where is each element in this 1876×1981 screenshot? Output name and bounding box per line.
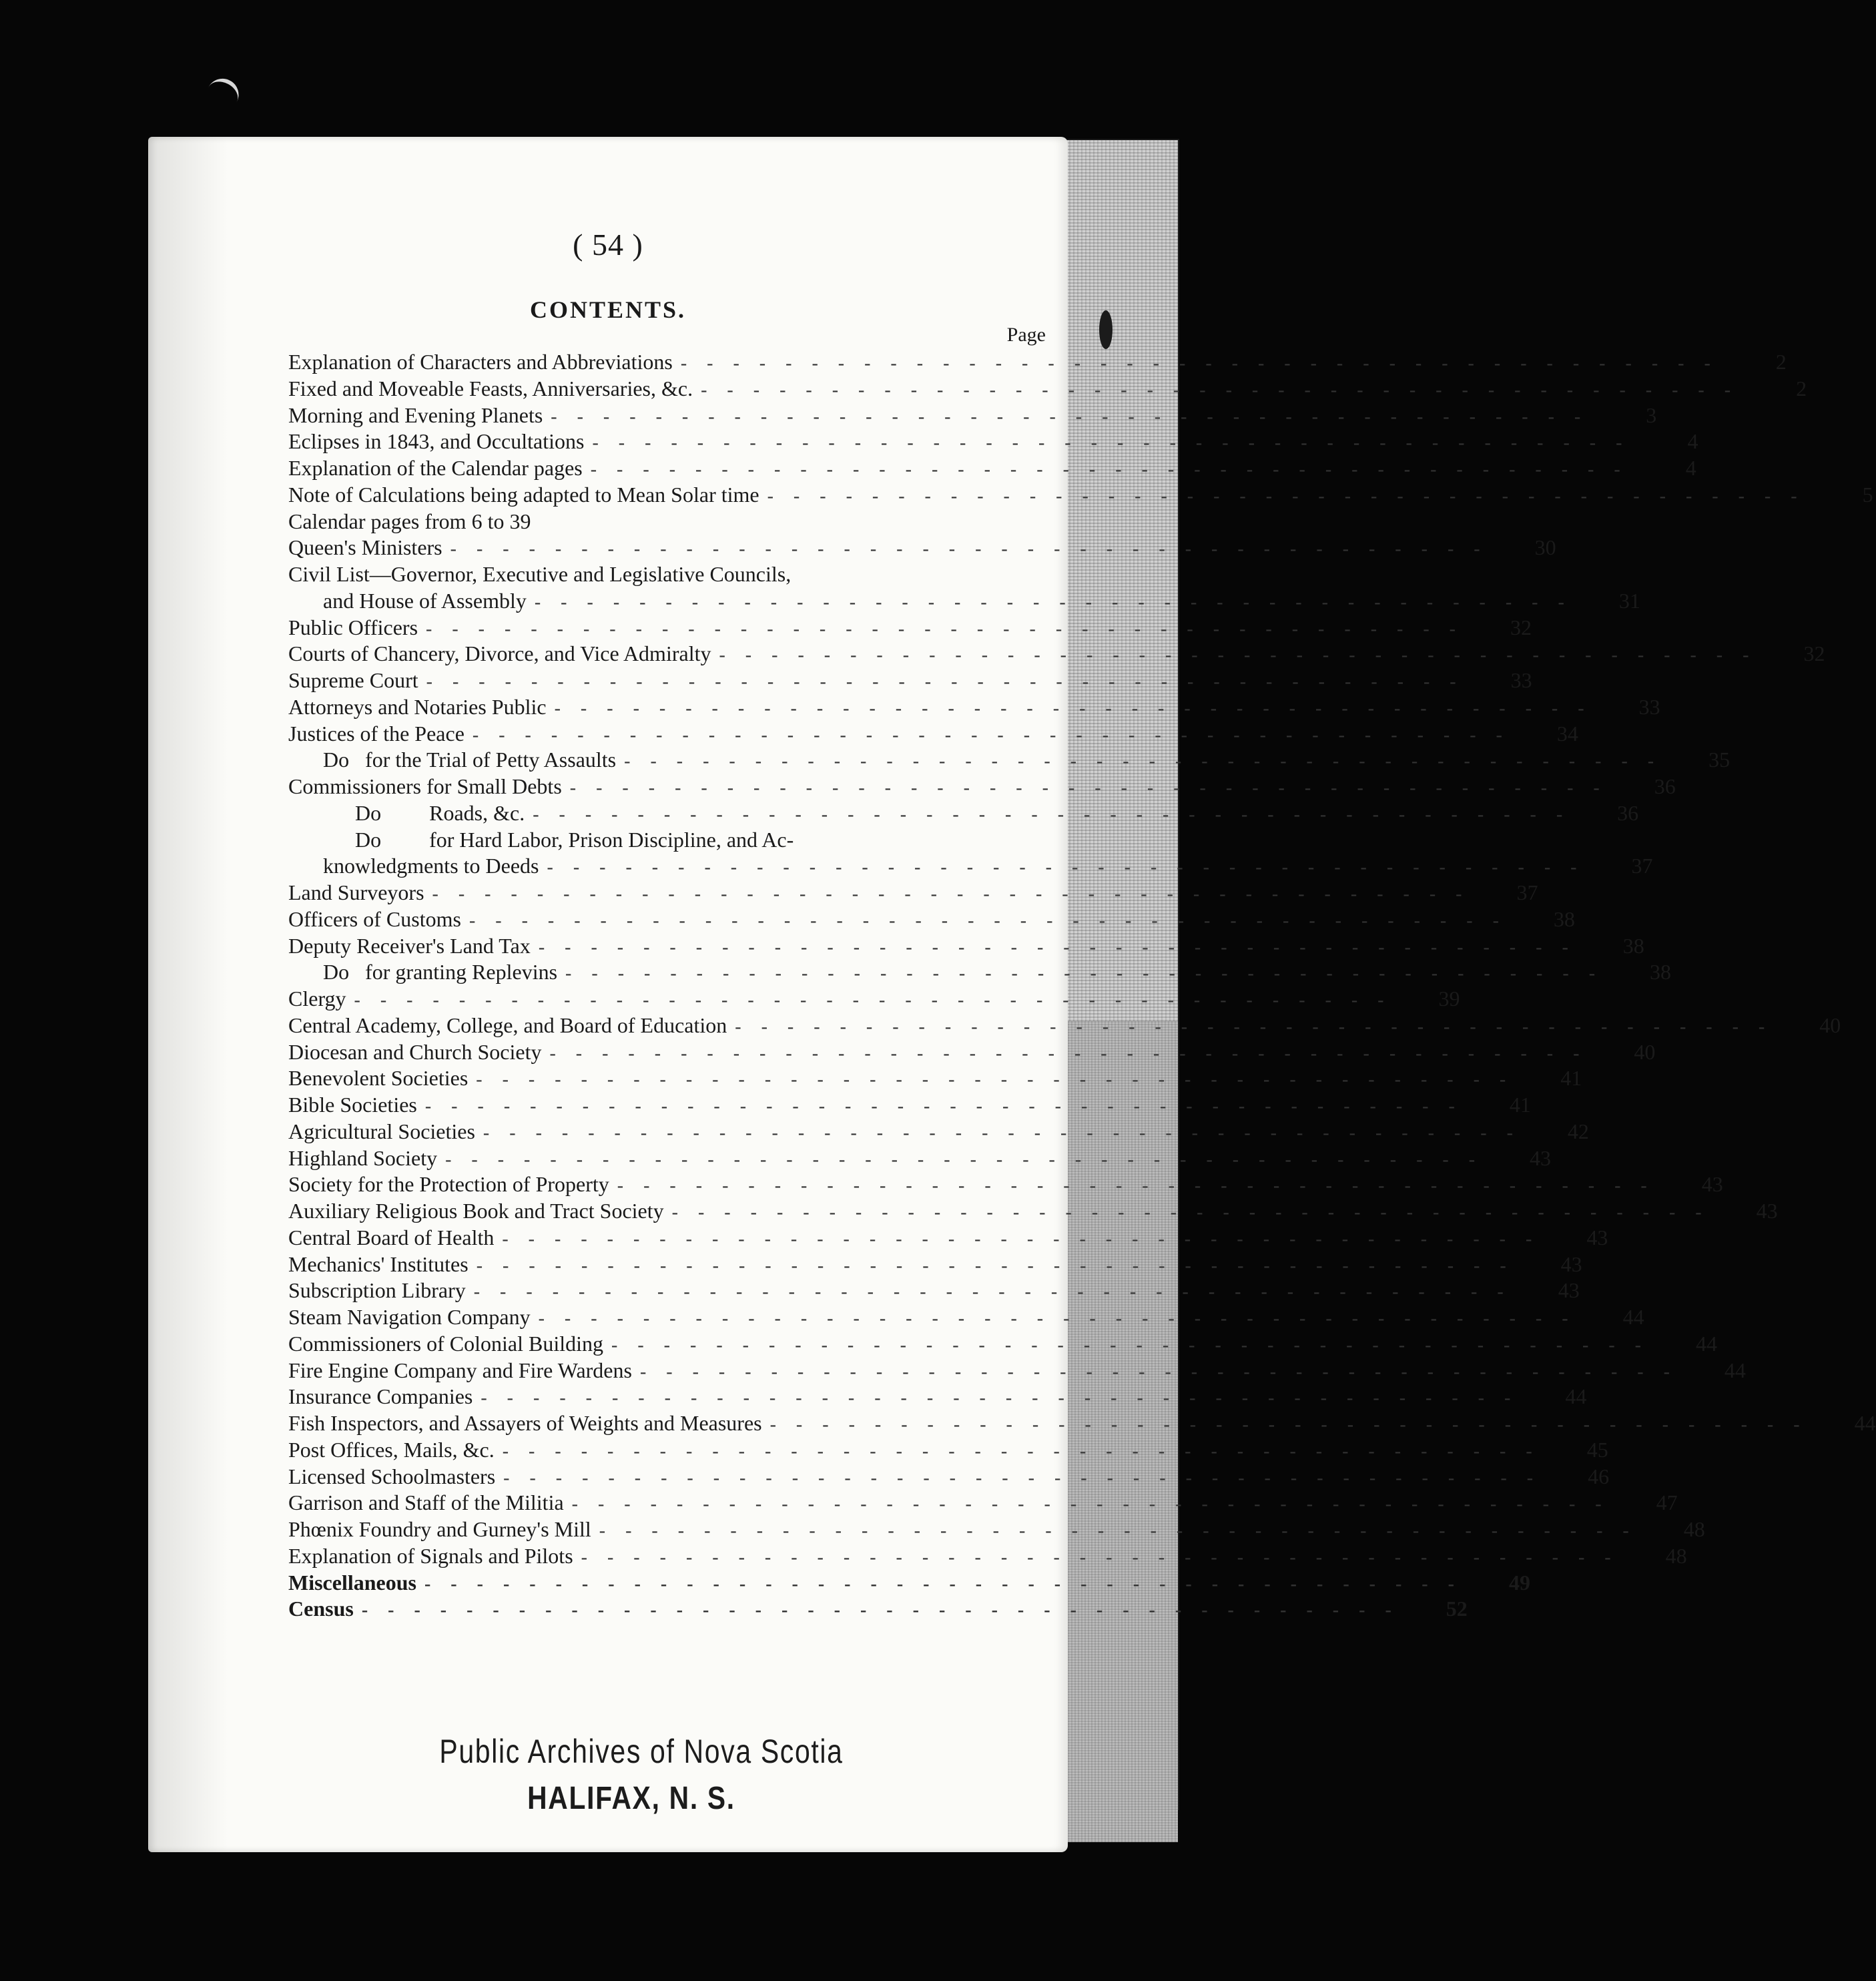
ink-blot	[1099, 310, 1113, 349]
toc-leader-dots: ----------------------------------------	[476, 1069, 1526, 1091]
toc-entry-title: Insurance Companies	[288, 1384, 473, 1409]
toc-entry-title: Queen's Ministers	[288, 535, 442, 560]
toc-entry-title: Society for the Protection of Property	[288, 1172, 609, 1197]
toc-entry	[288, 906, 1575, 933]
table-of-contents	[288, 349, 1876, 1623]
toc-leader-dots: ----------------------------------------	[426, 671, 1476, 692]
toc-entry-page: 40	[1819, 1013, 1841, 1037]
toc-entry	[288, 349, 1787, 376]
toc-entry	[288, 853, 1653, 880]
toc-entry-title: Steam Navigation Company	[288, 1305, 531, 1329]
toc-entry-page: 43	[1560, 1251, 1582, 1276]
toc-entry-page: 5	[1862, 482, 1873, 507]
toc-entry-title: Eclipses in 1843, and Occultations	[288, 429, 585, 454]
toc-entry-title: Explanation of Characters and Abbreviations	[288, 350, 673, 374]
toc-entry	[288, 1065, 1582, 1092]
toc-leader-dots: ----------------------------------------	[735, 1016, 1785, 1037]
toc-entry-page: 32	[1510, 615, 1532, 639]
toc-entry	[288, 1331, 1717, 1358]
toc-leader-dots: ----------------------------------------	[581, 1546, 1631, 1568]
toc-entry-title: Benevolent Societies	[288, 1066, 468, 1091]
toc-entry-page: 48	[1665, 1543, 1687, 1568]
toc-entry-title: Fire Engine Company and Fire Wardens	[288, 1358, 632, 1382]
toc-entry-title: Deputy Receiver's Land Tax	[288, 933, 531, 958]
toc-entry	[288, 667, 1532, 694]
toc-entry-page: 45	[1586, 1437, 1608, 1462]
toc-leader-dots: ----------------------------------------	[502, 1440, 1552, 1462]
toc-entry-title: Commissioners for Small Debts	[288, 774, 562, 798]
toc-leader-dots: ----------------------------------------	[424, 1573, 1474, 1595]
toc-entry	[288, 800, 1639, 827]
toc-entry-page: 52	[1446, 1597, 1468, 1621]
toc-entry-title: Fixed and Moveable Feasts, Anniversaries, &c.	[288, 376, 693, 400]
toc-entry	[288, 455, 1696, 482]
toc-leader-dots: ----------------------------------------	[483, 1122, 1533, 1143]
toc-entry	[288, 986, 1460, 1013]
toc-leader-dots: ----------------------------------------	[671, 1202, 1722, 1223]
toc-entry	[288, 376, 1807, 402]
toc-entry-page: 41	[1560, 1066, 1582, 1091]
toc-entry-title: Post Offices, Mails, &c.	[288, 1437, 495, 1462]
toc-entry-page: 46	[1588, 1464, 1610, 1488]
toc-entry-page: 36	[1617, 800, 1639, 825]
toc-leader-dots: ----------------------------------------	[599, 1520, 1649, 1541]
toc-entry-title: and House of Assembly	[323, 588, 527, 613]
contents-title: CONTENTS.	[529, 296, 687, 323]
toc-entry	[288, 509, 1056, 535]
toc-leader-dots: ----------------------------------------	[450, 539, 1500, 560]
toc-leader-dots: ----------------------------------------	[547, 857, 1597, 878]
toc-entry-page: 38	[1553, 906, 1575, 931]
toc-leader-dots: ----------------------------------------	[767, 485, 1817, 507]
toc-entry	[288, 1304, 1644, 1331]
toc-leader-dots: ----------------------------------------	[592, 433, 1642, 454]
toc-entry	[288, 1039, 1656, 1066]
toc-entry-title: Miscellaneous	[288, 1570, 416, 1595]
toc-leader-dots: ----------------------------------------	[590, 459, 1640, 480]
toc-entry-title: Agricultural Societies	[288, 1119, 475, 1143]
toc-entry-page: 43	[1756, 1199, 1778, 1223]
toc-entry-title: Explanation of Signals and Pilots	[288, 1543, 573, 1568]
toc-entry-title: Central Academy, College, and Board of Education	[288, 1013, 727, 1037]
toc-leader-dots: ----------------------------------------	[502, 1228, 1552, 1249]
toc-leader-dots: ----------------------------------------	[611, 1334, 1661, 1356]
toc-entry	[288, 1092, 1531, 1119]
toc-entry-title: Bible Societies	[288, 1093, 417, 1117]
toc-leader-dots: ----------------------------------------	[468, 910, 1519, 931]
toc-leader-dots: ----------------------------------------	[424, 1096, 1475, 1117]
toc-entry	[288, 1490, 1678, 1516]
toc-entry-title: Clergy	[288, 986, 346, 1011]
toc-leader-dots: ----------------------------------------	[719, 645, 1769, 666]
toc-leader-dots: ----------------------------------------	[551, 406, 1601, 427]
toc-entry-page: 44	[1854, 1411, 1876, 1435]
toc-entry	[288, 774, 1676, 800]
toc-entry-title: Licensed Schoolmasters	[288, 1464, 496, 1488]
toc-entry	[288, 1596, 1468, 1623]
toc-leader-dots: ----------------------------------------	[534, 591, 1584, 613]
toc-leader-dots: ----------------------------------------	[538, 1308, 1588, 1329]
toc-entry-title: Courts of Chancery, Divorce, and Vice Admiralty	[288, 641, 711, 666]
toc-entry-page: 42	[1567, 1119, 1589, 1143]
toc-entry	[288, 1437, 1608, 1464]
page-column-header: Page	[1006, 324, 1046, 346]
toc-leader-dots: ----------------------------------------	[624, 751, 1674, 772]
toc-entry	[288, 588, 1640, 615]
toc-entry-title: Commissioners of Colonial Building	[288, 1331, 604, 1356]
toc-leader-dots: ----------------------------------------	[503, 1467, 1554, 1488]
archive-stamp-line1: Public Archives of Nova Scotia	[439, 1733, 844, 1770]
toc-entry-title: Garrison and Staff of the Militia	[288, 1490, 564, 1515]
toc-entry-title: Land Surveyors	[288, 880, 424, 904]
toc-entry-page: 37	[1631, 854, 1653, 878]
toc-leader-dots: ----------------------------------------	[426, 618, 1476, 639]
toc-leader-dots: ----------------------------------------	[639, 1361, 1690, 1382]
toc-leader-dots: ----------------------------------------	[565, 963, 1616, 984]
toc-leader-dots: ----------------------------------------	[701, 379, 1751, 400]
toc-leader-dots: ----------------------------------------	[361, 1600, 1412, 1621]
toc-entry	[288, 1119, 1589, 1145]
toc-entry	[288, 482, 1873, 509]
toc-entry-page: 41	[1509, 1093, 1531, 1117]
toc-entry	[288, 1225, 1608, 1251]
toc-entry	[288, 1198, 1778, 1225]
toc-entry	[288, 615, 1532, 641]
toc-leader-dots: ----------------------------------------	[769, 1414, 1820, 1435]
toc-leader-dots: ----------------------------------------	[554, 697, 1604, 719]
toc-entry-title: Diocesan and Church Society	[288, 1039, 542, 1064]
toc-entry	[288, 535, 1556, 561]
toc-entry-title: Highland Society	[288, 1145, 438, 1170]
toc-entry-page: 38	[1622, 933, 1644, 958]
toc-entry-page: 38	[1650, 960, 1672, 984]
paper-scrap	[202, 73, 244, 115]
toc-leader-dots: ----------------------------------------	[617, 1175, 1667, 1197]
toc-entry-page: 33	[1510, 668, 1532, 692]
toc-entry-page: 33	[1638, 694, 1660, 719]
toc-entry-title: Explanation of the Calendar pages	[288, 456, 583, 480]
toc-entry	[288, 641, 1825, 667]
toc-entry-title: Attorneys and Notaries Public	[288, 694, 547, 719]
toc-entry-title: Fish Inspectors, and Assayers of Weights and Measures	[288, 1411, 762, 1435]
toc-entry	[288, 1358, 1746, 1384]
toc-entry-page: 43	[1558, 1278, 1580, 1303]
toc-entry	[288, 1410, 1876, 1437]
toc-entry-title: Calendar pages from 6 to 39	[288, 509, 531, 533]
toc-leader-dots: ----------------------------------------	[473, 1282, 1524, 1303]
toc-entry-page: 43	[1701, 1172, 1723, 1197]
toc-entry-page: 44	[1622, 1305, 1644, 1329]
toc-entry-page: 47	[1656, 1490, 1678, 1515]
toc-entry-title: Morning and Evening Planets	[288, 402, 543, 427]
toc-entry	[288, 429, 1698, 455]
toc-entry	[288, 827, 1056, 854]
toc-entry-title: Public Officers	[288, 615, 418, 639]
toc-entry	[288, 1464, 1610, 1490]
toc-entry-page: 32	[1803, 641, 1825, 666]
toc-entry-title: Supreme Court	[288, 668, 418, 692]
toc-entry-page: 44	[1724, 1358, 1746, 1382]
toc-entry-page: 30	[1534, 535, 1556, 560]
toc-entry	[288, 402, 1657, 429]
toc-entry-page: 48	[1683, 1517, 1705, 1541]
toc-entry	[288, 1278, 1580, 1304]
toc-leader-dots: ----------------------------------------	[571, 1494, 1622, 1515]
toc-entry-title: Do for Hard Labor, Prison Discipline, and Ac-	[355, 827, 794, 852]
toc-entry-page: 31	[1618, 588, 1640, 613]
toc-leader-dots: ----------------------------------------	[538, 936, 1588, 958]
toc-entry-title: Officers of Customs	[288, 906, 461, 931]
toc-entry-page: 39	[1438, 986, 1460, 1011]
toc-entry	[288, 1171, 1723, 1198]
toc-entry	[288, 1013, 1841, 1039]
toc-leader-dots: ----------------------------------------	[354, 990, 1404, 1011]
toc-entry-page: 4	[1687, 429, 1698, 454]
toc-leader-dots: ----------------------------------------	[680, 353, 1731, 374]
toc-entry-page: 36	[1654, 774, 1676, 798]
toc-entry	[288, 1384, 1587, 1410]
toc-entry-title: Phœnix Foundry and Gurney's Mill	[288, 1517, 591, 1541]
toc-leader-dots: ----------------------------------------	[432, 884, 1482, 904]
document-page	[148, 137, 1876, 1852]
toc-entry-title: Note of Calculations being adapted to Mean Solar time	[288, 482, 759, 507]
toc-entry-page: 43	[1586, 1225, 1608, 1249]
toc-entry-page: 44	[1565, 1384, 1587, 1409]
toc-entry-page: 35	[1708, 748, 1731, 772]
toc-entry	[288, 1543, 1687, 1570]
toc-entry-title: Central Board of Health	[288, 1225, 495, 1249]
toc-entry	[288, 880, 1538, 906]
toc-entry-page: 40	[1634, 1039, 1656, 1064]
toc-entry	[288, 1145, 1552, 1172]
toc-entry-title: Census	[288, 1597, 354, 1621]
toc-entry	[288, 1251, 1582, 1278]
toc-leader-dots: ----------------------------------------	[481, 1388, 1531, 1409]
toc-entry	[288, 959, 1672, 986]
toc-entry-page: 2	[1775, 350, 1787, 374]
toc-entry-page: 4	[1685, 456, 1696, 480]
toc-entry-title: Auxiliary Religious Book and Tract Society	[288, 1199, 664, 1223]
toc-entry-page: 43	[1530, 1145, 1552, 1170]
toc-entry-title: Civil List—Governor, Executive and Legislative Councils,	[288, 562, 792, 586]
toc-entry-title: Do for the Trial of Petty Assaults	[323, 748, 617, 772]
toc-entry-page: 44	[1695, 1331, 1717, 1356]
toc-entry-page: 37	[1516, 880, 1538, 904]
toc-entry	[288, 694, 1660, 721]
toc-entry	[288, 933, 1644, 960]
toc-entry-title: Do Roads, &c.	[355, 800, 525, 825]
toc-leader-dots: ----------------------------------------	[549, 1043, 1600, 1064]
archive-stamp-line2: HALIFAX, N. S.	[527, 1781, 735, 1816]
toc-entry-title: knowledgments to Deeds	[323, 854, 539, 878]
toc-entry-title: Subscription Library	[288, 1278, 466, 1303]
toc-entry	[288, 721, 1578, 748]
toc-entry-page: 49	[1508, 1570, 1530, 1595]
toc-leader-dots: ----------------------------------------	[569, 778, 1620, 798]
toc-entry-page: 34	[1556, 721, 1578, 746]
toc-leader-dots: ----------------------------------------	[476, 1255, 1526, 1276]
toc-entry	[288, 561, 1056, 588]
toc-entry-title: Do for granting Replevins	[323, 960, 558, 984]
toc-entry-title: Mechanics' Institutes	[288, 1251, 468, 1276]
toc-entry	[288, 1516, 1705, 1543]
toc-entry	[288, 1570, 1530, 1597]
toc-entry-page: 3	[1646, 402, 1657, 427]
toc-entry-page: 2	[1796, 376, 1807, 400]
toc-leader-dots: ----------------------------------------	[472, 724, 1522, 746]
page-number: ( 54 )	[573, 228, 643, 262]
toc-leader-dots: ----------------------------------------	[445, 1149, 1496, 1170]
toc-leader-dots: ----------------------------------------	[533, 804, 1583, 825]
toc-entry	[288, 747, 1731, 774]
toc-entry-title: Justices of the Peace	[288, 721, 464, 746]
